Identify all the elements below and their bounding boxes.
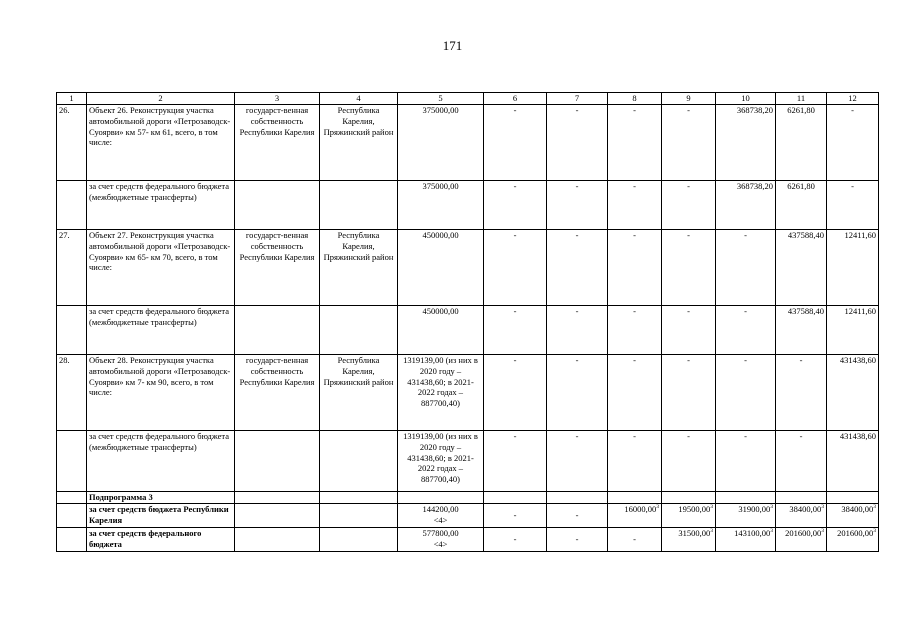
cell-col10: 31900,00$^3$ xyxy=(716,504,776,528)
cell-col9: - xyxy=(662,230,716,306)
table-row xyxy=(57,504,879,528)
column-header: 9 xyxy=(662,93,716,105)
cell-col9: - xyxy=(662,355,716,431)
page-number: 171 xyxy=(442,38,463,53)
cell-col9: 19500,00$^3$ xyxy=(662,504,716,528)
column-header: 6 xyxy=(484,93,547,105)
cell-col8: - xyxy=(608,105,662,181)
column-header: 12 xyxy=(827,93,879,105)
column-header: 5 xyxy=(398,93,484,105)
table-row xyxy=(57,431,879,492)
ownership: государст-венная собственность Республики Карелия xyxy=(235,230,320,306)
cell-col7: - xyxy=(547,528,608,552)
object-name: Объект 27. Реконструкция участка автомобильной дороги «Петрозаводск-Суоярви» км 65- км 70, всего, в том числе: xyxy=(87,230,235,306)
object-name: Объект 28. Реконструкция участка автомобильной дороги «Петрозаводск-Суоярви» км 7- км 90, всего, в том числе: xyxy=(87,355,235,431)
cell-col7: - xyxy=(547,105,608,181)
row-number: 26. xyxy=(57,105,87,181)
cell-col11: 38400,00$^3$ xyxy=(776,504,827,528)
total-cost: 144200,00 <4> xyxy=(398,504,484,528)
cell-col10: - xyxy=(716,230,776,306)
column-header: 10 xyxy=(716,93,776,105)
location: Республика Карелия, Пряжинский район xyxy=(320,230,398,306)
cell-col8: - xyxy=(608,181,662,230)
location xyxy=(320,431,398,492)
column-header: 3 xyxy=(235,93,320,105)
footnote-mark: 3 xyxy=(710,528,713,535)
cell-col10: - xyxy=(716,306,776,355)
cell-col11: 437588,40 xyxy=(776,230,827,306)
funding-source: за счет средств федерального бюджета (межбюджетные трансферты) xyxy=(87,306,235,355)
cell-col6: - xyxy=(484,181,547,230)
table-row xyxy=(57,528,879,552)
cell-col11: 6261,80 xyxy=(776,181,827,230)
cell-col11: - xyxy=(776,355,827,431)
column-number-row xyxy=(57,93,879,105)
footnote-mark: 3 xyxy=(770,528,773,535)
funding-source: за счет средств федерального бюджета xyxy=(87,528,235,552)
budget-table xyxy=(56,92,879,552)
total-cost: 1319139,00 (из них в 2020 году – 431438,60; в 2021-2022 годах – 887700,40) xyxy=(398,431,484,492)
ownership xyxy=(235,431,320,492)
cell-col12: - xyxy=(827,181,879,230)
footnote-mark: 3 xyxy=(821,504,824,511)
cell-col6: - xyxy=(484,355,547,431)
cell-col9: - xyxy=(662,306,716,355)
cell-col12: 201600,00$^3$ xyxy=(827,528,879,552)
cell-col12: 12411,60 xyxy=(827,306,879,355)
ownership xyxy=(235,181,320,230)
cell-col10: - xyxy=(716,355,776,431)
footnote-mark: 3 xyxy=(710,504,713,511)
cell-col9: 31500,00$^3$ xyxy=(662,528,716,552)
location xyxy=(320,306,398,355)
location: Республика Карелия, Пряжинский район xyxy=(320,105,398,181)
cell-col6: - xyxy=(484,306,547,355)
row-number: 28. xyxy=(57,355,87,431)
column-header: 11 xyxy=(776,93,827,105)
footnote-mark: 3 xyxy=(873,528,876,535)
total-cost: 375000,00 xyxy=(398,181,484,230)
footnote-mark: 3 xyxy=(873,504,876,511)
column-header: 1 xyxy=(57,93,87,105)
location: Республика Карелия, Пряжинский район xyxy=(320,355,398,431)
column-header: 8 xyxy=(608,93,662,105)
ownership xyxy=(235,306,320,355)
cell-col12: - xyxy=(827,105,879,181)
column-header: 7 xyxy=(547,93,608,105)
funding-source: за счет средств бюджета Республики Карелия xyxy=(87,504,235,528)
cell-col10: 368738,20 xyxy=(716,105,776,181)
cell-col11: 6261,80 xyxy=(776,105,827,181)
total-cost: 1319139,00 (из них в 2020 году – 431438,60; в 2021-2022 годах – 887700,40) xyxy=(398,355,484,431)
ownership: государст-венная собственность Республики Карелия xyxy=(235,105,320,181)
funding-source: за счет средств федерального бюджета (межбюджетные трансферты) xyxy=(87,431,235,492)
cell-col10: 143100,00$^3$ xyxy=(716,528,776,552)
cell-col8: - xyxy=(608,355,662,431)
cell-col12: 431438,60 xyxy=(827,355,879,431)
cell-col7: - xyxy=(547,181,608,230)
row-number xyxy=(57,306,87,355)
cell-col9: - xyxy=(662,181,716,230)
cell-col6: - xyxy=(484,431,547,492)
cell-col6: - xyxy=(484,105,547,181)
footnote-mark: 3 xyxy=(770,504,773,511)
total-cost: 375000,00 xyxy=(398,105,484,181)
cell-col12: 431438,60 xyxy=(827,431,879,492)
subprogram-title: Подпрограмма 3 xyxy=(87,492,235,504)
row-number xyxy=(57,431,87,492)
cell-col6: - xyxy=(484,230,547,306)
cell-col7: - xyxy=(547,504,608,528)
ownership: государст-венная собственность Республики Карелия xyxy=(235,355,320,431)
cell-col12: 12411,60 xyxy=(827,230,879,306)
cell-col10: - xyxy=(716,431,776,492)
cell-col7: - xyxy=(547,306,608,355)
funding-source: за счет средств федерального бюджета (межбюджетные трансферты) xyxy=(87,181,235,230)
cell-col6: - xyxy=(484,528,547,552)
cell-col11: 201600,00$^3$ xyxy=(776,528,827,552)
cell-col8: - xyxy=(608,431,662,492)
cell-col11: 437588,40 xyxy=(776,306,827,355)
cell-col7: - xyxy=(547,230,608,306)
cell-col12: 38400,00$^3$ xyxy=(827,504,879,528)
footnote-mark: 3 xyxy=(656,504,659,511)
table-row xyxy=(57,355,879,431)
cell-col8: 16000,00$^3$ xyxy=(608,504,662,528)
total-cost: 450000,00 xyxy=(398,230,484,306)
note-ref: <4> xyxy=(433,514,448,525)
total-cost: 577800,00 <4> xyxy=(398,528,484,552)
note-ref: <4> xyxy=(433,538,448,549)
total-cost: 450000,00 xyxy=(398,306,484,355)
cell-col7: - xyxy=(547,431,608,492)
table-row xyxy=(57,306,879,355)
subprogram-title-row xyxy=(57,492,879,504)
cell-col8: - xyxy=(608,306,662,355)
column-header: 2 xyxy=(87,93,235,105)
cell-col11: - xyxy=(776,431,827,492)
cell-col9: - xyxy=(662,431,716,492)
column-header: 4 xyxy=(320,93,398,105)
table-row xyxy=(57,230,879,306)
cell-col10: 368738,20 xyxy=(716,181,776,230)
cell-col9: - xyxy=(662,105,716,181)
cell-col6: - xyxy=(484,504,547,528)
footnote-mark: 3 xyxy=(821,528,824,535)
row-number xyxy=(57,181,87,230)
cell-col8: - xyxy=(608,528,662,552)
cell-col7: - xyxy=(547,355,608,431)
table-row xyxy=(57,181,879,230)
cell-col8: - xyxy=(608,230,662,306)
object-name: Объект 26. Реконструкция участка автомобильной дороги «Петрозаводск-Суоярви» км 57- км 61, всего, в том числе: xyxy=(87,105,235,181)
table-row xyxy=(57,105,879,181)
row-number: 27. xyxy=(57,230,87,306)
location xyxy=(320,181,398,230)
